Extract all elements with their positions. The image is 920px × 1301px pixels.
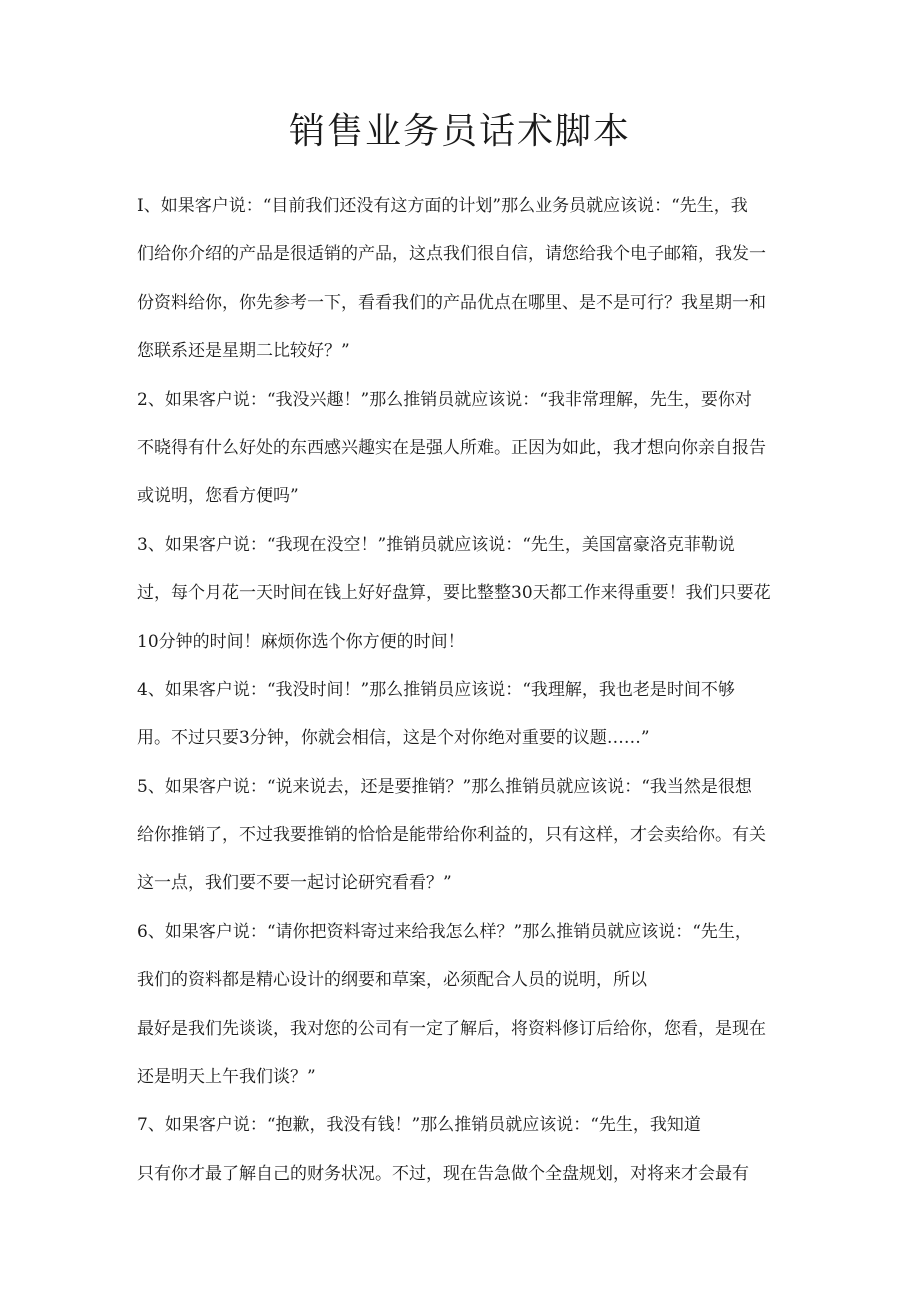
text-line: 3、如果客户说：“我现在没空！”推销员就应该说：“先生，美国富豪洛克菲勒说 <box>137 534 735 555</box>
text-line: 给你推销了，不过我要推销的恰恰是能带给你利益的，只有这样，才会卖给你。有关 <box>137 825 766 846</box>
text-line: 5、如果客户说：“说来说去，还是要推销？”那么推销员就应该说：“我当然是很想 <box>137 776 752 797</box>
document-body <box>137 182 782 1198</box>
text-line: 6、如果客户说：“请你把资料寄过来给我怎么样？”那么推销员就应该说：“先生， <box>137 921 752 942</box>
text-line: 10分钟的时间！麻烦你选个你方便的时间！ <box>137 631 465 652</box>
text-line: 用。不过只要3分钟，你就会相信，这是个对你绝对重要的议题……” <box>137 728 650 749</box>
text-line: 最好是我们先谈谈，我对您的公司有一定了解后，将资料修订后给你，您看，是现在 <box>137 1018 766 1039</box>
text-line: I、如果客户说：“目前我们还没有这方面的计划”那么业务员就应该说：“先生，我 <box>137 196 748 216</box>
text-line: 还是明天上午我们谈？” <box>137 1067 316 1088</box>
text-line: 或说明，您看方便吗” <box>137 486 299 507</box>
text-line: 您联系还是星期二比较好？” <box>137 341 350 362</box>
text-line: 我们的资料都是精心设计的纲要和草案，必须配合人员的说明，所以 <box>137 970 647 991</box>
text-line: 2、如果客户说：“我没兴趣！”那么推销员就应该说：“我非常理解，先生，要你对 <box>137 389 752 410</box>
text-line: 份资料给你，你先参考一下，看看我们的产品优点在哪里、是不是可行？我星期一和 <box>137 292 766 313</box>
text-line: 不晓得有什么好处的东西感兴趣实在是强人所难。正因为如此，我才想向你亲自报告 <box>137 437 766 458</box>
text-line: 4、如果客户说：“我没时间！”那么推销员应该说：“我理解，我也老是时间不够 <box>137 679 735 700</box>
document-title: 销售业务员话术脚本 <box>288 111 631 152</box>
text-line: 只有你才最了解自己的财务状况。不过，现在告急做个全盘规划，对将来才会最有 <box>137 1163 749 1184</box>
text-line: 7、如果客户说：“抱歉，我没有钱！”那么推销员就应该说：“先生，我知道 <box>137 1115 701 1136</box>
text-line: 们给你介绍的产品是很适销的产品，这点我们很自信，请您给我个电子邮箱，我发一 <box>137 244 766 265</box>
text-line: 过，每个月花一天时间在钱上好好盘算，要比整整30天都工作来得重要！我们只要花 <box>137 583 771 604</box>
text-line: 这一点，我们要不要一起讨论研究看看？” <box>137 873 452 894</box>
